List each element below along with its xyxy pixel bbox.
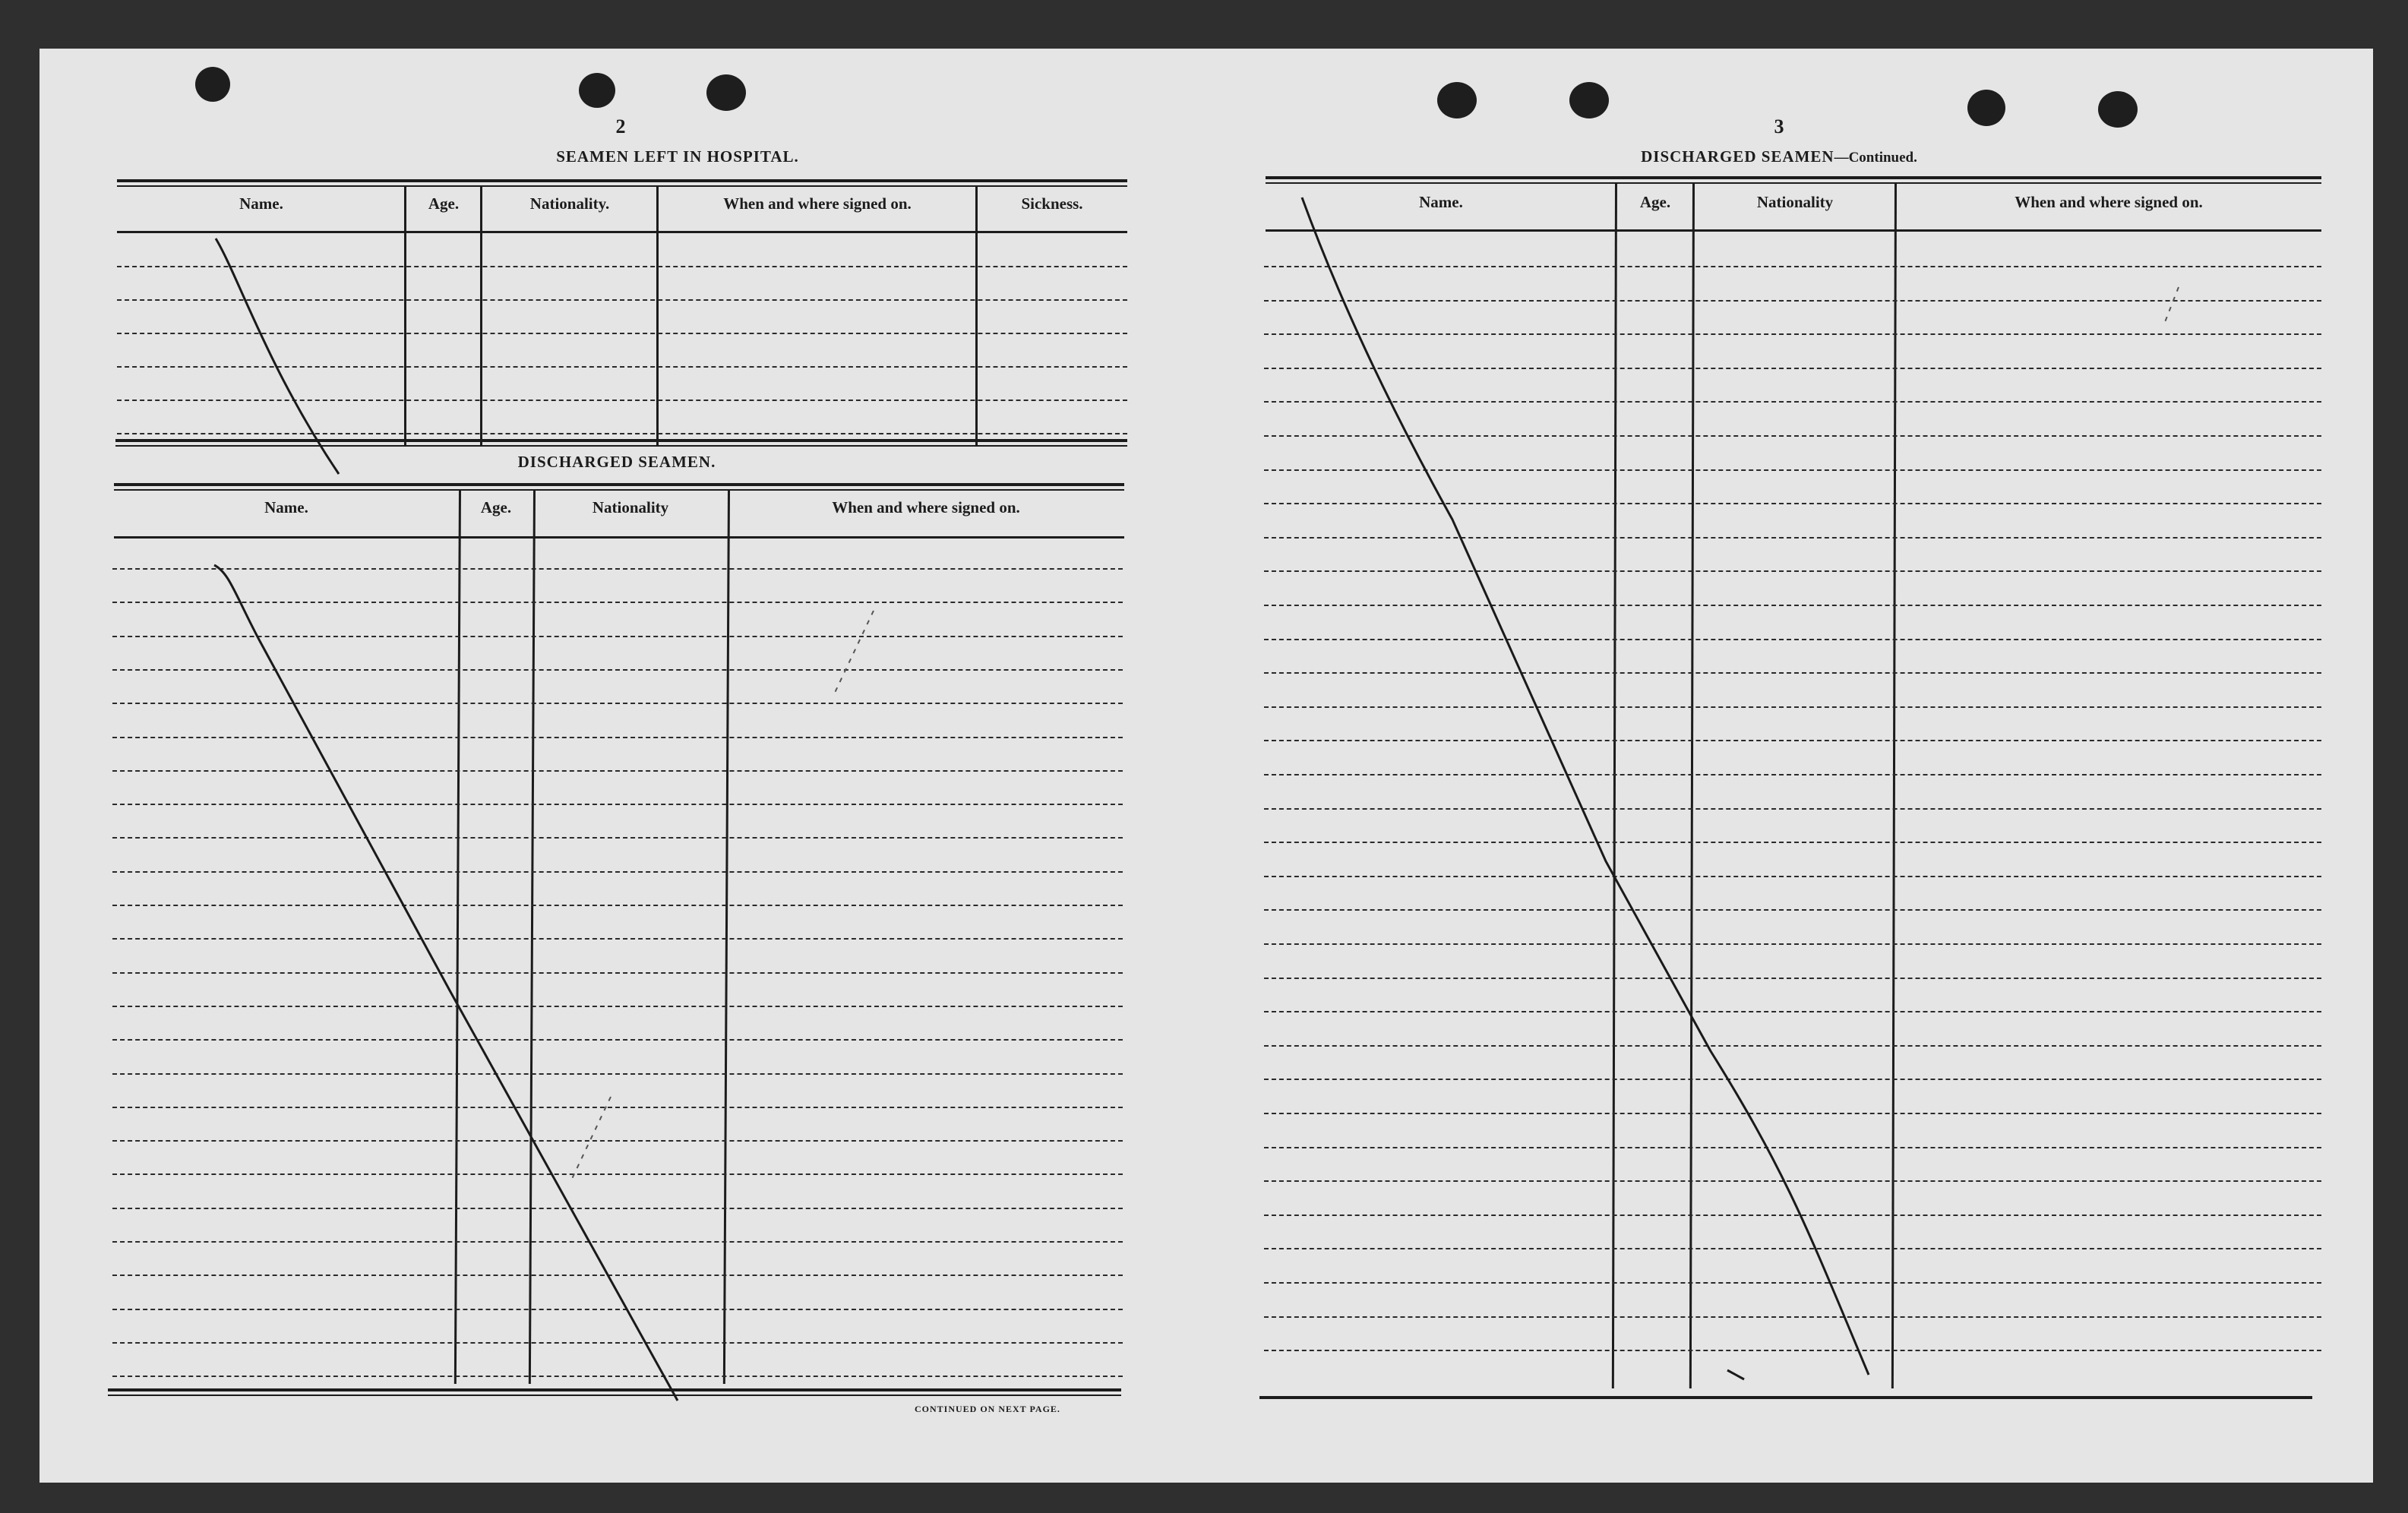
hospital-col-signed-on: When and where signed on. bbox=[723, 194, 912, 213]
discharged-col-age: Age. bbox=[480, 498, 512, 516]
discharged-col-nationality: Nationality bbox=[592, 498, 669, 516]
discharged-section-title: DISCHARGED SEAMEN. bbox=[517, 453, 716, 471]
continued-col-name: Name. bbox=[1419, 193, 1463, 211]
discharged-col-name: Name. bbox=[264, 498, 308, 516]
discharged-continued-title-suffix: —Continued. bbox=[1834, 150, 1917, 166]
pencil-strokes bbox=[40, 49, 2373, 1483]
page-number-right: 3 bbox=[1774, 115, 1784, 137]
cancel-stroke-hospital bbox=[216, 238, 339, 474]
continued-col-nationality: Nationality bbox=[1756, 193, 1834, 211]
hospital-col-nationality: Nationality. bbox=[529, 194, 610, 213]
hospital-col-sickness: Sickness. bbox=[1021, 194, 1083, 213]
discharged-continued-title-main: DISCHARGED SEAMEN bbox=[1641, 147, 1834, 166]
continued-col-signed-on: When and where signed on. bbox=[2015, 193, 2203, 211]
continued-col-age: Age. bbox=[1639, 193, 1671, 211]
cancel-stroke-discharged-left bbox=[214, 565, 678, 1401]
hospital-col-name: Name. bbox=[239, 194, 283, 213]
page-number-left: 2 bbox=[615, 115, 626, 137]
stray-mark bbox=[1727, 1370, 1744, 1379]
faint-mark bbox=[834, 611, 874, 694]
hospital-section-title: SEAMEN LEFT IN HOSPITAL. bbox=[556, 147, 799, 166]
faint-mark bbox=[2165, 287, 2179, 322]
continued-note: CONTINUED ON NEXT PAGE. bbox=[915, 1404, 1060, 1414]
hospital-col-age: Age. bbox=[428, 194, 460, 213]
discharged-col-signed-on: When and where signed on. bbox=[832, 498, 1020, 516]
document-sheet bbox=[40, 49, 2373, 1483]
faint-mark bbox=[571, 1097, 611, 1180]
cancel-stroke-right bbox=[1302, 197, 1869, 1375]
